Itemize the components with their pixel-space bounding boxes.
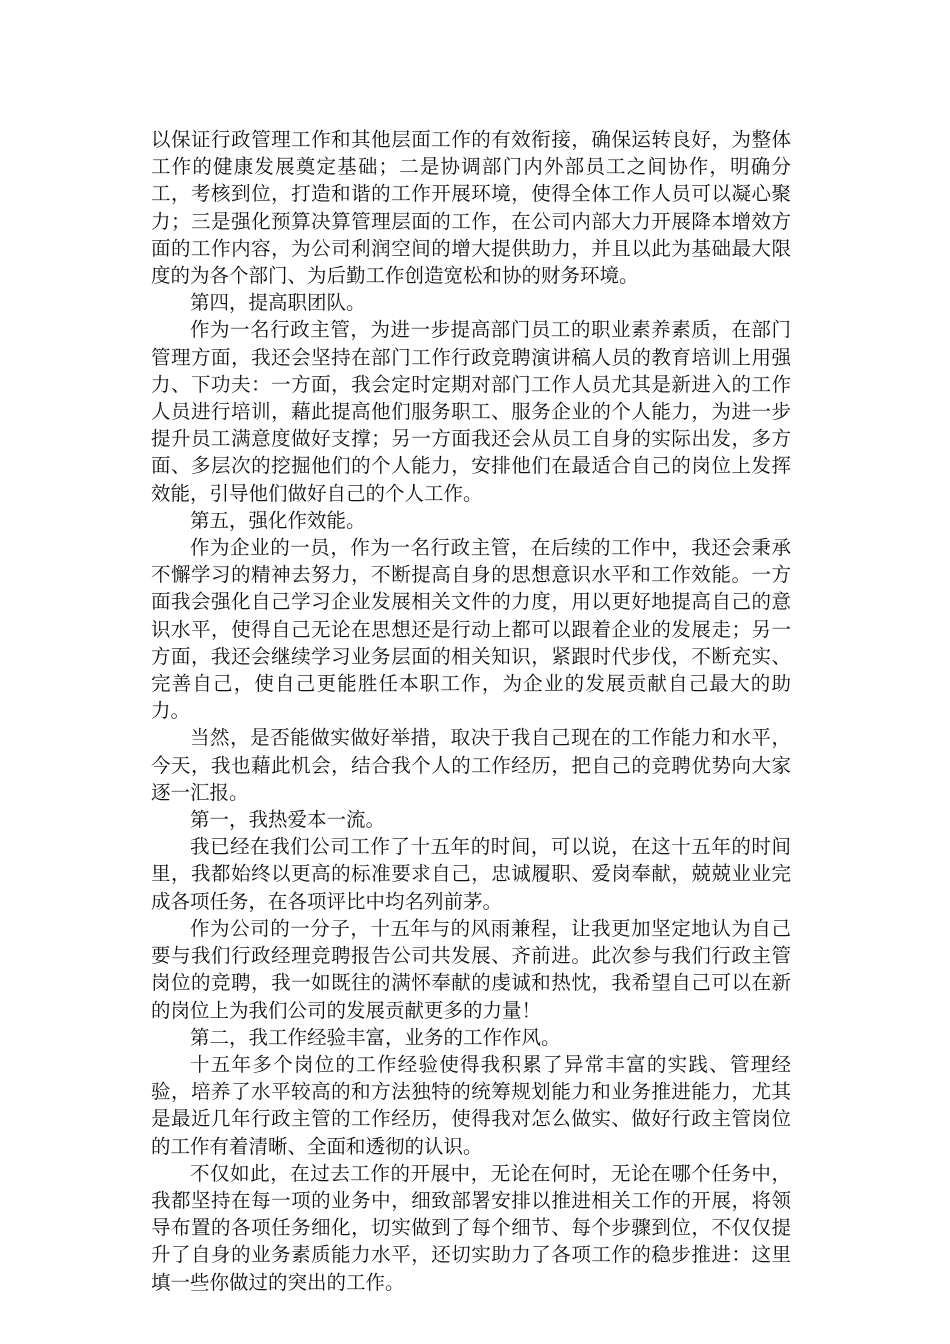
- paragraph-continued: 以保证行政管理工作和其他层面工作的有效衔接，确保运转良好，为整体工作的健康发展奠定基础；二是协调部门内外部员工之间协作，明确分工，考核到位，打造和谐的工作开展环境，使得全体工作人员可以凝心聚力；三是强化预算决算管理层面的工作，在公司内部大力开展降本增效方面的工作内容，为公司利润空间的增大提供助力，并且以此为基础最大限度的为各个部门、为后勤工作创造宽松和协的财务环境。: [151, 128, 791, 288]
- paragraph: 十五年多个岗位的工作经验使得我积累了异常丰富的实践、管理经验，培养了水平较高的和方法独特的统筹规划能力和业务推进能力，尤其是最近几年行政主管的工作经历，使得我对怎么做实、做好行政主管岗位的工作有着清晰、全面和透彻的认识。: [151, 1052, 791, 1158]
- section-heading-second: 第二，我工作经验丰富，业务的工作作风。: [190, 1025, 561, 1049]
- section-heading-fourth: 第四，提高职团队。: [190, 291, 366, 315]
- section-heading-fifth: 第五，强化作效能。: [190, 508, 366, 532]
- paragraph: 我已经在我们公司工作了十五年的时间，可以说，在这十五年的时间里，我都始终以更高的标准要求自己，忠诚履职、爱岗奉献，兢兢业业完成各项任务，在各项评比中均名列前茅。: [151, 835, 791, 913]
- paragraph: 作为企业的一员，作为一名行政主管，在后续的工作中，我还会秉承不懈学习的精神去努力，不断提高自身的思想意识水平和工作效能。一方面我会强化自己学习企业发展相关文件的力度，用以更好地提高自己的意识水平，使得自己无论在思想还是行动上都可以跟着企业的发展走；另一方面，我还会继续学习业务层面的相关知识，紧跟时代步伐，不断充实、完善自己，使自己更能胜任本职工作，为企业的发展贡献自己最大的助力。: [151, 536, 791, 723]
- paragraph: 当然，是否能做实做好举措，取决于我自己现在的工作能力和水平，今天，我也藉此机会，结合我个人的工作经历，把自己的竞聘优势向大家逐一汇报。: [151, 726, 791, 804]
- document-page: [151, 126, 791, 1296]
- section-heading-first: 第一，我热爱本一流。: [190, 808, 386, 832]
- paragraph: 作为一名行政主管，为进一步提高部门员工的职业素养素质，在部门管理方面，我还会坚持在部门工作行政竞聘演讲稿人员的教育培训上用强力、下功夫：一方面，我会定时定期对部门工作人员尤其是新进入的工作人员进行培训，藉此提高他们服务职工、服务企业的个人能力，为进一步提升员工满意度做好支撑；另一方面我还会从员工自身的实际出发，多方面、多层次的挖掘他们的个人能力，安排他们在最适合自己的岗位上发挥效能，引导他们做好自己的个人工作。: [151, 318, 791, 505]
- paragraph: 不仅如此，在过去工作的开展中，无论在何时，无论在哪个任务中，我都坚持在每一项的业务中，细致部署安排以推进相关工作的开展，将领导布置的各项任务细化，切实做到了每个细节、每个步骤到位，不仅仅提升了自身的业务素质能力水平，还切实助力了各项工作的稳步推进：这里填一些你做过的突出的工作。: [151, 1161, 791, 1294]
- paragraph: 作为公司的一分子，十五年与的风雨兼程，让我更加坚定地认为自己要与我们行政经理竞聘报告公司共发展、齐前进。此次参与我们行政主管岗位的竞聘，我一如既往的满怀奉献的虔诚和热忱，我希望自己可以在新的岗位上为我们公司的发展贡献更多的力量！: [151, 916, 791, 1022]
